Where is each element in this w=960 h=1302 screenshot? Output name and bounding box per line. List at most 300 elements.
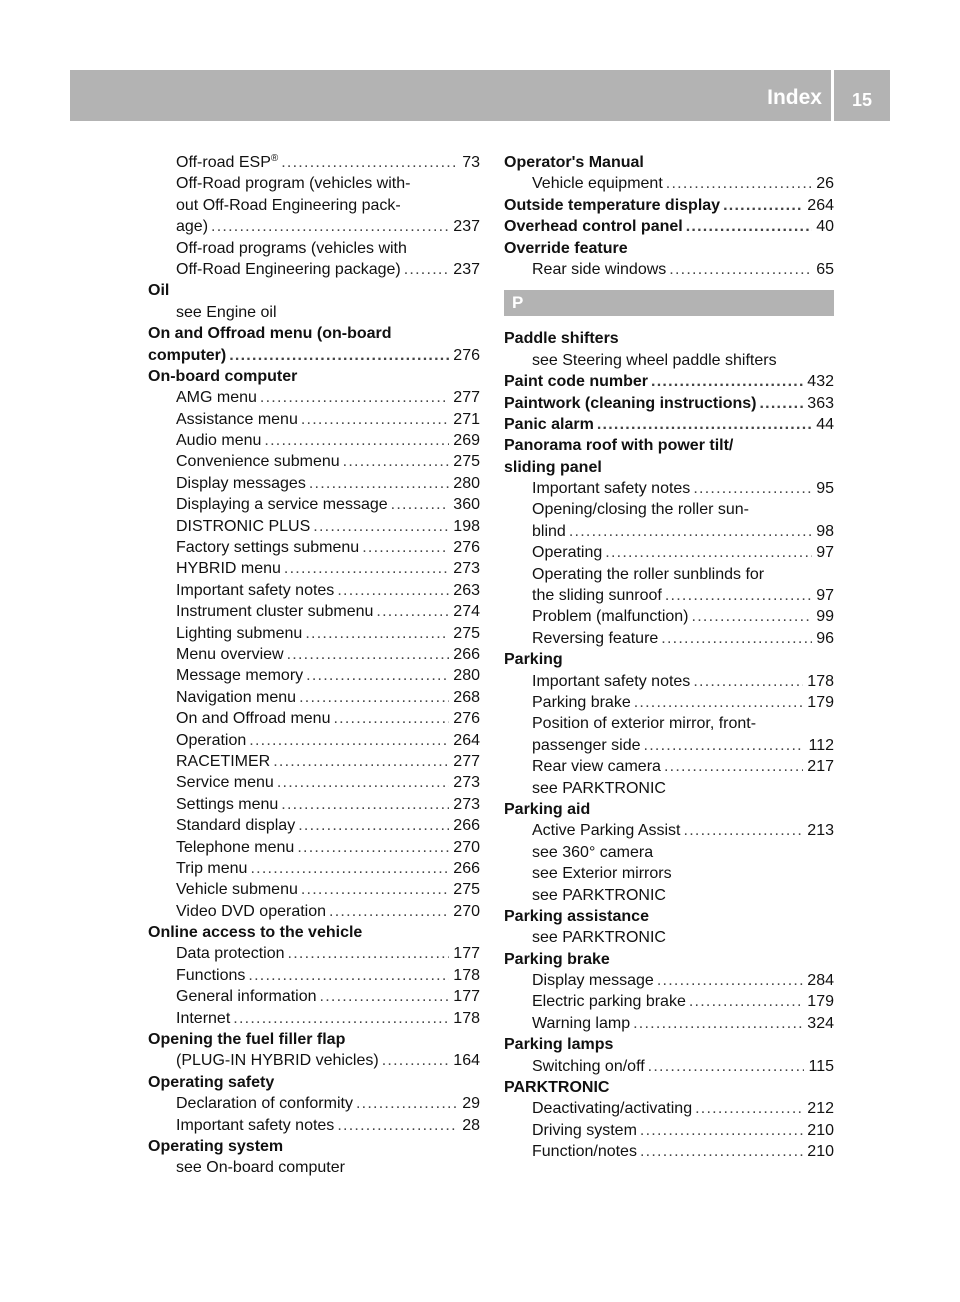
page-ref[interactable]: 276	[453, 346, 480, 364]
entry-text: Display message	[532, 972, 654, 990]
entry-text: Warning lamp	[532, 1014, 631, 1032]
index-keyword[interactable]	[504, 393, 834, 414]
leader-dots	[640, 1141, 803, 1162]
page-ref[interactable]: 198	[453, 517, 480, 535]
index-keyword[interactable]	[504, 216, 834, 237]
page-ref[interactable]: 115	[808, 1057, 834, 1075]
index-subentry[interactable]	[504, 606, 834, 627]
index-keyword	[148, 1072, 480, 1093]
leader-dots	[297, 837, 449, 858]
page-ref[interactable]: 270	[453, 838, 480, 856]
entry-text: Operator's Manual	[504, 154, 644, 171]
entry-text: Overhead control panel	[504, 218, 683, 236]
leader-dots	[723, 195, 803, 216]
index-subentry[interactable]	[148, 986, 480, 1007]
leader-dots	[250, 858, 449, 879]
entry-text: out Off-Road Engineering pack-	[176, 196, 401, 214]
leader-dots	[692, 606, 813, 627]
entry-text: Message memory	[176, 667, 304, 685]
index-subentry[interactable]	[148, 409, 480, 430]
entry-text: Parking	[504, 651, 563, 669]
index-subentry	[504, 713, 834, 734]
page-ref[interactable]: 210	[807, 1143, 834, 1161]
index-keyword	[148, 366, 480, 387]
section-letter: P	[512, 293, 524, 313]
entry-text: Parking assistance	[504, 907, 649, 925]
entry-text: the sliding sunroof	[532, 587, 662, 605]
leader-dots	[597, 414, 812, 435]
index-subentry[interactable]	[148, 1050, 480, 1071]
entry-text: see Exterior mirrors	[532, 865, 672, 883]
index-subentry[interactable]	[504, 628, 834, 649]
leader-dots	[329, 901, 449, 922]
page-ref[interactable]: 99	[816, 608, 834, 626]
index-keyword	[504, 649, 834, 670]
index-subentry[interactable]	[148, 858, 480, 879]
index-keyword[interactable]	[148, 345, 480, 366]
index-subentry[interactable]	[148, 1008, 480, 1029]
leader-dots	[569, 521, 812, 542]
entry-text: see On-board computer	[176, 1159, 345, 1177]
section-letter-bar	[504, 290, 834, 316]
page-ref[interactable]: 40	[816, 218, 834, 236]
index-subentry[interactable]	[504, 692, 834, 713]
leader-dots	[362, 537, 449, 558]
leader-dots	[284, 558, 449, 579]
index-subentry[interactable]	[148, 516, 480, 537]
index-keyword	[504, 152, 834, 173]
entry-text: DISTRONIC PLUS	[176, 517, 311, 535]
page-ref[interactable]: 264	[453, 731, 480, 749]
index-subentry[interactable]	[148, 558, 480, 579]
entry-text: Off-Road Engineering package)	[176, 260, 401, 278]
entry-text: Assistance menu	[176, 410, 298, 428]
entry-text: Switching on/off	[532, 1057, 645, 1075]
leader-dots	[229, 345, 449, 366]
entry-text: see PARKTRONIC	[532, 929, 666, 947]
entry-text: Position of exterior mirror, front-	[532, 715, 757, 733]
index-subentry[interactable]	[148, 943, 480, 964]
index-subentry[interactable]	[148, 623, 480, 644]
page-ref[interactable]: 98	[816, 522, 834, 540]
page-ref[interactable]: 178	[453, 1009, 480, 1027]
index-subentry[interactable]	[148, 601, 480, 622]
page-ref[interactable]: 164	[453, 1052, 480, 1070]
leader-dots	[298, 815, 449, 836]
index-subentry[interactable]	[504, 1120, 834, 1141]
leader-dots	[644, 735, 805, 756]
index-keyword	[148, 323, 480, 344]
page-ref[interactable]: 273	[453, 560, 480, 578]
leader-dots	[376, 601, 449, 622]
page-ref[interactable]: 363	[807, 394, 834, 412]
entry-text: Operating	[532, 544, 603, 562]
index-subentry	[148, 173, 480, 194]
entry-text: Parking brake	[504, 950, 610, 968]
index-subentry[interactable]	[148, 751, 480, 772]
entry-text: On-board computer	[148, 367, 298, 385]
entry-text: Parking aid	[504, 800, 591, 818]
page-ref[interactable]: 213	[807, 822, 834, 840]
leader-dots	[301, 409, 449, 430]
page-ref[interactable]: 360	[453, 496, 480, 514]
leader-dots	[664, 756, 803, 777]
leader-dots	[248, 965, 449, 986]
page-ref[interactable]: 210	[807, 1121, 834, 1139]
index-subentry[interactable]	[148, 1093, 480, 1114]
entry-text: Operating safety	[148, 1073, 275, 1091]
entry-text: Functions	[176, 966, 246, 984]
index-subentry[interactable]	[148, 451, 480, 472]
entry-text: Driving system	[532, 1121, 637, 1139]
leader-dots	[288, 943, 450, 964]
entry-text: Video DVD operation	[176, 902, 327, 920]
page-ref[interactable]: 44	[816, 415, 834, 433]
leader-dots	[404, 259, 450, 280]
page-ref[interactable]: 29	[462, 1095, 480, 1113]
entry-text: see PARKTRONIC	[532, 886, 666, 904]
index-subentry[interactable]	[148, 537, 480, 558]
index-keyword	[504, 457, 834, 478]
entry-text: Opening the fuel filler flap	[148, 1031, 346, 1049]
index-subentry[interactable]	[148, 430, 480, 451]
index-column-left	[148, 152, 480, 1179]
entry-text: Trip menu	[176, 859, 248, 877]
page-ref[interactable]: 277	[453, 389, 480, 407]
index-keyword	[504, 799, 834, 820]
entry-text: Off-road programs (vehicles with	[176, 239, 407, 257]
index-keyword	[504, 328, 834, 349]
page-ref[interactable]: 275	[453, 624, 480, 642]
index-subentry[interactable]	[148, 815, 480, 836]
leader-dots	[320, 986, 450, 1007]
leader-dots	[686, 216, 812, 237]
index-subentry[interactable]	[148, 1115, 480, 1136]
index-keyword	[504, 238, 834, 259]
index-keyword[interactable]	[504, 195, 834, 216]
entry-text: Off-Road program (vehicles with-	[176, 175, 411, 193]
leader-dots	[337, 580, 449, 601]
index-subentry[interactable]	[504, 671, 834, 692]
entry-text: Problem (malfunction)	[532, 608, 689, 626]
index-keyword	[504, 435, 834, 456]
page-ref[interactable]: 284	[807, 972, 834, 990]
leader-dots	[273, 751, 449, 772]
page-ref[interactable]: 264	[807, 196, 834, 214]
index-subentry[interactable]	[148, 494, 480, 515]
page-ref[interactable]: 237	[453, 260, 480, 278]
index-subentry[interactable]	[148, 879, 480, 900]
entry-text: Off-road ESP®	[176, 153, 279, 171]
leader-dots	[281, 794, 449, 815]
page-ref[interactable]: 274	[453, 603, 480, 621]
page-ref[interactable]: 212	[807, 1100, 834, 1118]
leader-dots	[661, 628, 812, 649]
page-ref[interactable]: 73	[462, 154, 480, 171]
entry-text: Online access to the vehicle	[148, 924, 363, 942]
index-keyword	[148, 1136, 480, 1157]
leader-dots	[640, 1120, 803, 1141]
leader-dots	[657, 970, 803, 991]
entry-text: blind	[532, 522, 566, 540]
page-ref[interactable]: 324	[807, 1014, 834, 1032]
entry-text: AMG menu	[176, 389, 257, 407]
entry-text: Operation	[176, 731, 247, 749]
page-ref[interactable]: 269	[453, 432, 480, 450]
index-subentry[interactable]	[148, 687, 480, 708]
index-subentry[interactable]	[504, 1056, 834, 1077]
entry-text: Telephone menu	[176, 838, 295, 856]
entry-text: Operating the roller sunblinds for	[532, 565, 765, 583]
index-subentry	[504, 564, 834, 585]
page-ref[interactable]: 276	[453, 710, 480, 728]
leader-dots	[695, 1098, 803, 1119]
entry-text: Panic alarm	[504, 415, 594, 433]
index-subentry[interactable]	[148, 901, 480, 922]
page-ref[interactable]: 273	[453, 795, 480, 813]
index-keyword	[148, 280, 480, 301]
leader-dots	[260, 387, 449, 408]
index-subentry[interactable]	[148, 794, 480, 815]
leader-dots	[211, 216, 449, 237]
entry-text: Reversing feature	[532, 629, 659, 647]
index-subentry[interactable]	[504, 478, 834, 499]
page-ref[interactable]: 28	[462, 1116, 480, 1134]
page-ref[interactable]: 263	[453, 581, 480, 599]
leader-dots	[648, 1056, 805, 1077]
page-ref[interactable]: 178	[453, 966, 480, 984]
index-subentry[interactable]	[148, 730, 480, 751]
entry-text: RACETIMER	[176, 752, 271, 770]
page-ref[interactable]: 432	[807, 373, 834, 391]
index-subentry[interactable]	[504, 1013, 834, 1034]
page-ref[interactable]: 178	[807, 672, 834, 690]
page-ref[interactable]: 179	[807, 693, 834, 711]
leader-dots	[684, 820, 804, 841]
entry-text: Function/notes	[532, 1143, 637, 1161]
entry-text: Rear side windows	[532, 260, 667, 278]
entry-text: Declaration of conformity	[176, 1095, 353, 1113]
index-subentry[interactable]	[148, 473, 480, 494]
leader-dots	[309, 473, 449, 494]
entry-text: passenger side	[532, 736, 641, 754]
leader-dots	[605, 542, 812, 563]
page-ref[interactable]: 97	[816, 544, 834, 562]
entry-text: Displaying a service message	[176, 496, 388, 514]
leader-dots	[249, 730, 449, 751]
entry-text: On and Offroad menu (on-board	[148, 325, 392, 343]
leader-dots	[666, 173, 812, 194]
page-ref[interactable]: 271	[453, 410, 480, 428]
entry-text: Factory settings submenu	[176, 539, 360, 557]
index-subentry[interactable]	[148, 837, 480, 858]
entry-text: see 360° camera	[532, 843, 654, 861]
leader-dots	[693, 671, 803, 692]
page-ref[interactable]: 273	[453, 774, 480, 792]
index-subentry[interactable]	[148, 387, 480, 408]
index-keyword	[148, 922, 480, 943]
index-subentry[interactable]	[504, 585, 834, 606]
entry-text: Settings menu	[176, 795, 279, 813]
index-subentry[interactable]	[504, 970, 834, 991]
entry-text: Instrument cluster submenu	[176, 603, 374, 621]
page-ref[interactable]: 266	[453, 817, 480, 835]
index-keyword	[504, 1077, 834, 1098]
entry-text: Vehicle equipment	[532, 175, 663, 193]
index-subentry[interactable]	[148, 708, 480, 729]
page-ref[interactable]: 96	[816, 629, 834, 647]
leader-dots	[391, 494, 450, 515]
index-subentry[interactable]	[148, 772, 480, 793]
page-ref[interactable]: 280	[453, 474, 480, 492]
index-subentry[interactable]	[504, 1141, 834, 1162]
page-ref[interactable]: 217	[807, 758, 834, 776]
entry-text: Navigation menu	[176, 688, 297, 706]
entry-text: Lighting submenu	[176, 624, 303, 642]
entry-text: see Engine oil	[176, 303, 277, 321]
index-subentry[interactable]	[504, 259, 834, 280]
entry-text: sliding panel	[504, 458, 602, 476]
index-subentry[interactable]	[148, 665, 480, 686]
entry-text: Active Parking Assist	[532, 822, 681, 840]
entry-text: Deactivating/activating	[532, 1100, 693, 1118]
entry-text: Service menu	[176, 774, 274, 792]
leader-dots	[665, 585, 812, 606]
index-subentry[interactable]	[148, 965, 480, 986]
entry-text: Paint code number	[504, 373, 649, 391]
page-ref[interactable]: 95	[816, 480, 834, 498]
index-subentry[interactable]	[148, 152, 480, 173]
page-ref[interactable]: 177	[453, 945, 480, 963]
entry-text: Opening/closing the roller sun-	[532, 501, 750, 519]
entry-text: Standard display	[176, 817, 296, 835]
entry-text: see Steering wheel paddle shifters	[532, 351, 777, 369]
page-ref[interactable]: 65	[816, 260, 834, 278]
page-ref[interactable]: 26	[816, 175, 834, 193]
index-subentry[interactable]	[504, 542, 834, 563]
leader-dots	[669, 259, 812, 280]
index-subentry[interactable]	[504, 173, 834, 194]
page-ref[interactable]: 179	[807, 993, 834, 1011]
index-subentry	[148, 195, 480, 216]
page-ref[interactable]: 275	[453, 881, 480, 899]
page-ref[interactable]: 268	[453, 688, 480, 706]
index-keyword[interactable]	[504, 414, 834, 435]
leader-dots	[301, 879, 449, 900]
index-subentry[interactable]	[504, 521, 834, 542]
index-subentry	[504, 499, 834, 520]
leader-dots	[281, 152, 458, 173]
index-subentry[interactable]	[504, 756, 834, 777]
entry-text: Oil	[148, 282, 170, 300]
leader-dots	[689, 991, 803, 1012]
index-subentry[interactable]	[148, 259, 480, 280]
index-subentry[interactable]	[504, 735, 834, 756]
entry-text: Important safety notes	[532, 672, 691, 690]
page-ref[interactable]: 275	[453, 453, 480, 471]
entry-text: Parking brake	[532, 693, 631, 711]
index-subentry	[504, 778, 834, 799]
page-ref[interactable]: 112	[808, 736, 834, 754]
page-ref[interactable]: 237	[453, 218, 480, 236]
index-subentry[interactable]	[504, 1098, 834, 1119]
index-keyword	[148, 1029, 480, 1050]
page-ref[interactable]: 270	[453, 902, 480, 920]
entry-text: Outside temperature display	[504, 196, 721, 214]
leader-dots	[633, 1013, 803, 1034]
index-keyword	[504, 906, 834, 927]
index-subentry[interactable]	[148, 216, 480, 237]
leader-dots	[277, 772, 449, 793]
entry-text: Rear view camera	[532, 758, 661, 776]
page-ref[interactable]: 266	[453, 859, 480, 877]
index-column-right	[504, 152, 834, 1163]
leader-dots	[333, 708, 449, 729]
leader-dots	[287, 644, 450, 665]
entry-text: see PARKTRONIC	[532, 779, 666, 797]
entry-text: PARKTRONIC	[504, 1079, 610, 1097]
entry-text: Parking lamps	[504, 1036, 614, 1054]
index-subentry	[504, 863, 834, 884]
page-ref[interactable]: 266	[453, 645, 480, 663]
index-subentry[interactable]	[148, 580, 480, 601]
leader-dots	[634, 692, 804, 713]
index-subentry	[148, 1157, 480, 1178]
index-subentry	[504, 350, 834, 371]
index-subentry[interactable]	[504, 991, 834, 1012]
index-subentry[interactable]	[504, 820, 834, 841]
index-keyword	[504, 949, 834, 970]
leader-dots	[233, 1008, 449, 1029]
leader-dots	[759, 393, 803, 414]
entry-text: Operating system	[148, 1137, 284, 1155]
entry-text: Panorama roof with power tilt/	[504, 437, 734, 455]
entry-text: On and Offroad menu	[176, 710, 331, 728]
index-subentry[interactable]	[148, 644, 480, 665]
entry-text: Convenience submenu	[176, 453, 340, 471]
entry-text: Paddle shifters	[504, 330, 619, 348]
registered-mark: ®	[270, 153, 279, 164]
leader-dots	[305, 623, 449, 644]
index-subentry	[504, 927, 834, 948]
index-keyword[interactable]	[504, 371, 834, 392]
leader-dots	[343, 451, 450, 472]
page-ref[interactable]: 97	[816, 587, 834, 605]
leader-dots	[693, 478, 812, 499]
index-subentry	[148, 238, 480, 259]
entry-text: Vehicle submenu	[176, 881, 298, 899]
entry-text: Override feature	[504, 239, 628, 257]
page-ref[interactable]: 280	[453, 667, 480, 685]
entry-text: Important safety notes	[176, 1116, 335, 1134]
leader-dots	[356, 1093, 458, 1114]
entry-text: General information	[176, 988, 317, 1006]
index-keyword	[504, 1034, 834, 1055]
leader-dots	[337, 1115, 458, 1136]
entry-text: Data protection	[176, 945, 285, 963]
entry-text: Menu overview	[176, 645, 284, 663]
page-ref[interactable]: 276	[453, 539, 480, 557]
index-subentry	[148, 302, 480, 323]
entry-text: (PLUG-IN HYBRID vehicles)	[176, 1052, 379, 1070]
page-title: Index	[767, 86, 822, 109]
entry-text: computer)	[148, 346, 227, 364]
entry-text: Internet	[176, 1009, 231, 1027]
page-ref[interactable]: 177	[453, 988, 480, 1006]
entry-text: age)	[176, 218, 209, 236]
page-ref[interactable]: 277	[453, 752, 480, 770]
entry-text: Audio menu	[176, 432, 262, 450]
